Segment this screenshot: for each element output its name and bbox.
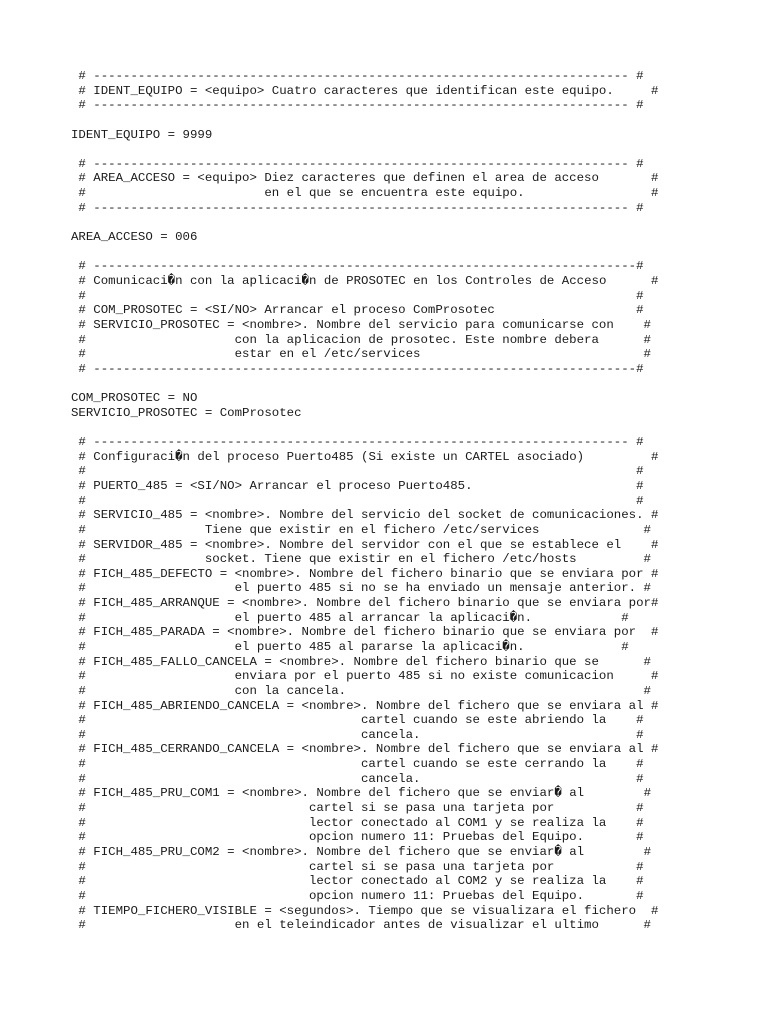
config-file-text (71, 69, 658, 933)
text-line: # enviara por el puerto 485 si no existe comunicacion # (71, 669, 659, 684)
text-line: # el puerto 485 al pararse la aplicaci�n. # (71, 639, 629, 654)
text-line: # ------------------------------------------------------------------------ # (71, 156, 644, 171)
text-line: # COM_PROSOTEC = <SI/NO> Arrancar el proceso ComProsotec # (71, 303, 644, 318)
text-line: # cancela. # (71, 771, 644, 786)
text-line: # FICH_485_CERRANDO_CANCELA = <nombre>. Nombre del fichero que se enviara al # (71, 742, 659, 757)
text-line (71, 113, 658, 128)
text-line: # FICH_485_PRU_COM1 = <nombre>. Nombre del fichero que se enviar� al # (71, 786, 652, 801)
text-line: AREA_ACCESO = 006 (71, 230, 198, 245)
text-line: # opcion numero 11: Pruebas del Equipo. # (71, 888, 644, 903)
text-line: # TIEMPO_FICHERO_VISIBLE = <segundos>. Tiempo que se visualizara el fichero # (71, 903, 659, 918)
text-line: # Configuraci�n del proceso Puerto485 (Si existe un CARTEL asociado) # (71, 449, 659, 464)
text-line: IDENT_EQUIPO = 9999 (71, 127, 213, 142)
text-line: # # (71, 464, 644, 479)
text-line: # cartel si se pasa una tarjeta por # (71, 859, 644, 874)
text-line (71, 245, 658, 260)
text-line: SERVICIO_PROSOTEC = ComProsotec (71, 405, 302, 420)
text-line: # ------------------------------------------------------------------------ # (71, 69, 644, 83)
text-line (71, 376, 658, 391)
text-line: # SERVIDOR_485 = <nombre>. Nombre del servidor con el que se establece el # (71, 537, 659, 552)
text-line (71, 142, 658, 157)
text-line: # con la aplicacion de prosotec. Este nombre debera # (71, 332, 651, 347)
text-line: # cartel si se pasa una tarjeta por # (71, 801, 644, 816)
text-line: # el puerto 485 si no se ha enviado un mensaje anterior. # (71, 581, 651, 596)
text-line: # FICH_485_FALLO_CANCELA = <nombre>. Nombre del fichero binario que se # (71, 654, 651, 669)
text-line: # socket. Tiene que existir en el fichero /etc/hosts # (71, 552, 651, 567)
text-line (71, 420, 658, 435)
text-line: # Comunicaci�n con la aplicaci�n de PROSOTEC en los Controles de Acceso # (71, 273, 659, 288)
text-line: # cartel cuando se este abriendo la # (71, 713, 644, 728)
text-line: # estar en el /etc/services # (71, 347, 651, 362)
text-line: # FICH_485_ARRANQUE = <nombre>. Nombre del fichero binario que se enviara por# (71, 596, 659, 611)
text-line: # # (71, 288, 644, 303)
text-line: # ------------------------------------------------------------------------ # (71, 98, 644, 113)
text-line: # opcion numero 11: Pruebas del Equipo. # (71, 830, 644, 845)
text-line: # AREA_ACCESO = <equipo> Diez caracteres que definen el area de acceso # (71, 171, 659, 186)
text-line: # FICH_485_ABRIENDO_CANCELA = <nombre>. Nombre del fichero que se enviara al # (71, 698, 659, 713)
text-line: # el puerto 485 al arrancar la aplicaci�n. # (71, 610, 629, 625)
text-line: # -------------------------------------------------------------------------# (71, 361, 644, 376)
text-line: # FICH_485_PARADA = <nombre>. Nombre del fichero binario que se enviara por # (71, 625, 659, 640)
text-line: # Tiene que existir en el fichero /etc/services # (71, 522, 651, 537)
text-line: # IDENT_EQUIPO = <equipo> Cuatro caracteres que identifican este equipo. # (71, 83, 659, 98)
text-line: # en el teleindicador antes de visualizar el ultimo # (71, 918, 651, 933)
text-line: # PUERTO_485 = <SI/NO> Arrancar el proceso Puerto485. # (71, 478, 644, 493)
text-line: # ------------------------------------------------------------------------ # (71, 435, 644, 450)
text-line: COM_PROSOTEC = NO (71, 391, 198, 406)
text-line (71, 215, 658, 230)
text-line: # FICH_485_PRU_COM2 = <nombre>. Nombre del fichero que se enviar� al # (71, 844, 652, 859)
text-line: # -------------------------------------------------------------------------# (71, 259, 644, 274)
text-line: # cancela. # (71, 727, 644, 742)
text-line: # lector conectado al COM1 y se realiza la # (71, 815, 644, 830)
text-line: # con la cancela. # (71, 683, 651, 698)
text-line: # lector conectado al COM2 y se realiza la # (71, 874, 644, 889)
text-line: # ------------------------------------------------------------------------ # (71, 200, 644, 215)
text-line: # # (71, 493, 644, 508)
text-line: # FICH_485_DEFECTO = <nombre>. Nombre del fichero binario que se enviara por # (71, 566, 659, 581)
text-line: # cartel cuando se este cerrando la # (71, 757, 644, 772)
text-line: # en el que se encuentra este equipo. # (71, 186, 659, 201)
text-line: # SERVICIO_PROSOTEC = <nombre>. Nombre del servicio para comunicarse con # (71, 317, 651, 332)
text-line: # SERVICIO_485 = <nombre>. Nombre del servicio del socket de comunicaciones. # (71, 508, 659, 523)
